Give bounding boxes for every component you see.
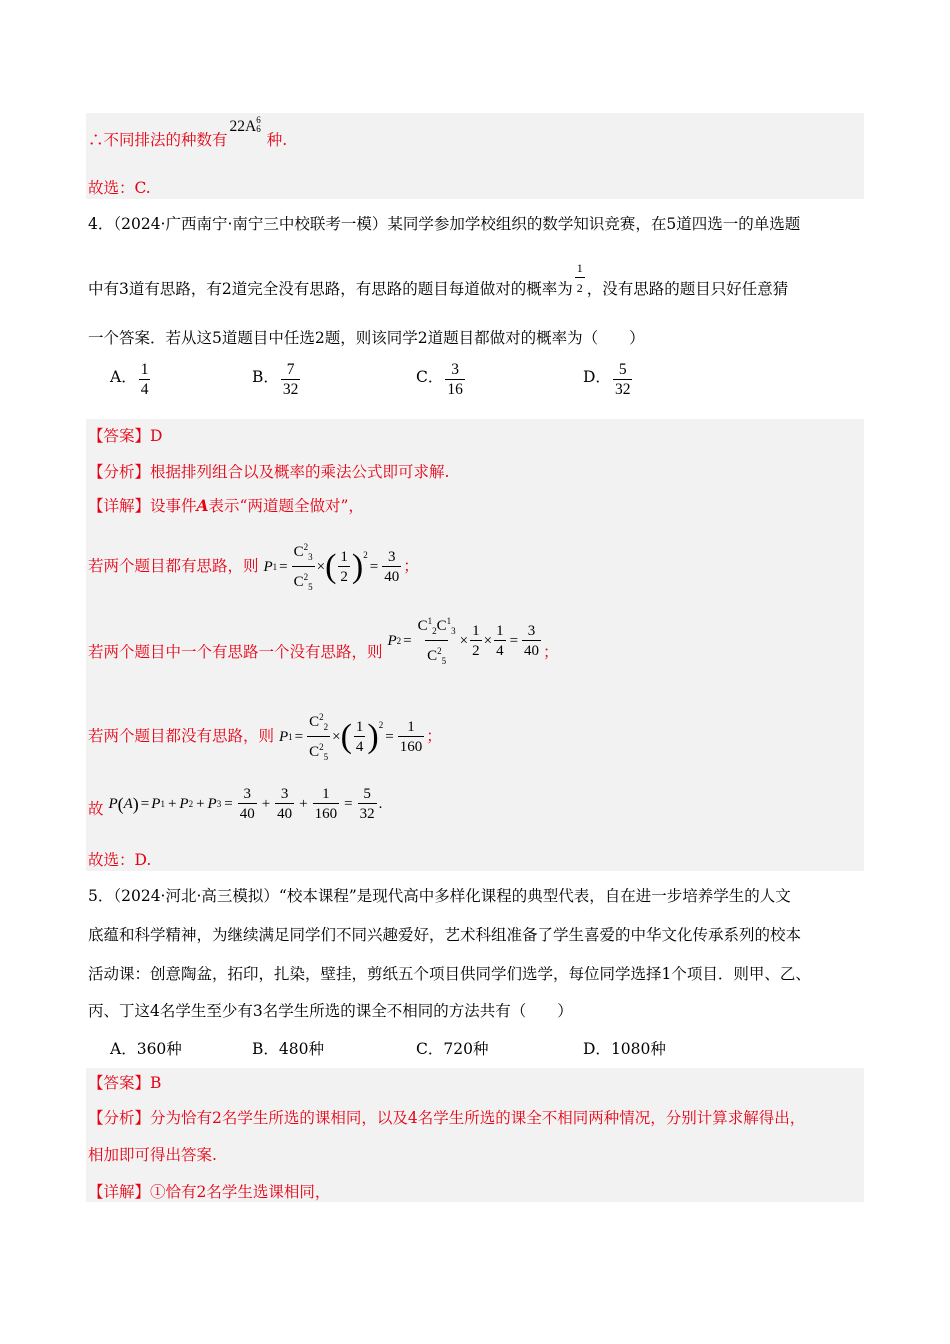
q4-sum: 故 P ( A ) = P 1 + P 2 + P 3 = $\frac{3}{40}$ + $\frac{3}{40}$ + $\frac{1}{160}$ = $\frac{5}{32}$ . <box>88 786 383 822</box>
q4-line-2: 中有3道有思路，有2道完全没有思路，有思路的题目每道做对的概率为 $\frac{1}{2}$ ，没有思路的题目只好任意猜 <box>88 261 789 298</box>
q4-analysis: 【分析】根据排列组合以及概率的乘法公式即可求解. <box>88 463 450 481</box>
prev-choice: 故选：C. <box>88 179 151 197</box>
q4-option-a: A． $\frac{1}{4}$ <box>110 361 149 398</box>
q4-answer: 【答案】D <box>88 427 163 445</box>
q4-option-c: C． $\frac{3}{16}$ <box>416 361 463 398</box>
q4-choice: 故选：D. <box>88 851 152 869</box>
q4-option-b: B． $\frac{7}{32}$ <box>252 361 299 398</box>
q5-option-a: A．360种 <box>110 1040 182 1058</box>
q5-answer: 【答案】B <box>88 1074 162 1092</box>
q4-line-1: 4．（2024·广西南宁·南宁三中校联考一模）某同学参加学校组织的数学知识竞赛，在5道四选一的单选题 <box>88 215 801 233</box>
solution-block-prev <box>86 113 864 199</box>
q5-option-b: B．480种 <box>252 1040 324 1058</box>
q4-option-d: D． $\frac{5}{32}$ <box>583 361 631 398</box>
prev-conclusion: ∴不同排法的种数有22A 6 6 种. <box>88 115 288 149</box>
q5-analysis-2: 相加即可得出答案. <box>88 1146 217 1164</box>
q4-case-3: 若两个题目都没有思路，则 P 1 = $\frac{C^2_2}{C^2_5}$ × ( $\frac{1}{4}$ ) $^2$ = $\frac{1}{160}$ ； <box>88 706 442 766</box>
q5-analysis-1: 【分析】分为恰有2名学生所选的课相同，以及4名学生所选的课全不相同两种情况，分别计算求解得出， <box>88 1109 806 1127</box>
q4-case-1: 若两个题目都有思路，则 P 1 = $\frac{C^2_3}{C^2_5}$ × ( $\frac{1}{2}$ ) $^2$ = $\frac{3}{40}$ ； <box>88 536 419 596</box>
q5-line-2: 底蕴和科学精神，为继续满足同学们不同兴趣爱好，艺术科组准备了学生喜爱的中华文化传承系列的校本 <box>88 926 802 944</box>
q5-line-3: 活动课：创意陶盆，拓印，扎染，壁挂，剪纸五个项目供同学们选学，每位同学选择1个项目．则甲、乙、 <box>88 965 811 983</box>
q5-line-4: 丙、丁这4名学生至少有3名学生所选的课全不相同的方法共有（ ） <box>88 1002 573 1020</box>
q5-option-d: D．1080种 <box>583 1040 666 1058</box>
q4-detail-intro: 【详解】设事件A表示“两道题全做对”， <box>88 496 364 515</box>
q4-line-3: 一个答案．若从这5道题目中任选2题，则该同学2道题目都做对的概率为（ ） <box>88 329 645 347</box>
q5-option-c: C．720种 <box>416 1040 489 1058</box>
q5-detail: 【详解】①恰有2名学生选课相同， <box>88 1183 331 1201</box>
q4-case-2: 若两个题目中一个有思路一个没有思路，则 P 2 = $\frac{C^1_2C^1_3}{C^2_5}$ × $\frac{1}{2}$ × $\frac{1}{4}$ = $\frac{3}{40}$ ； <box>88 622 559 682</box>
q5-line-1: 5．（2024·河北·高三模拟）“校本课程”是现代高中多样化课程的典型代表，自在进一步培养学生的人文 <box>88 887 791 905</box>
